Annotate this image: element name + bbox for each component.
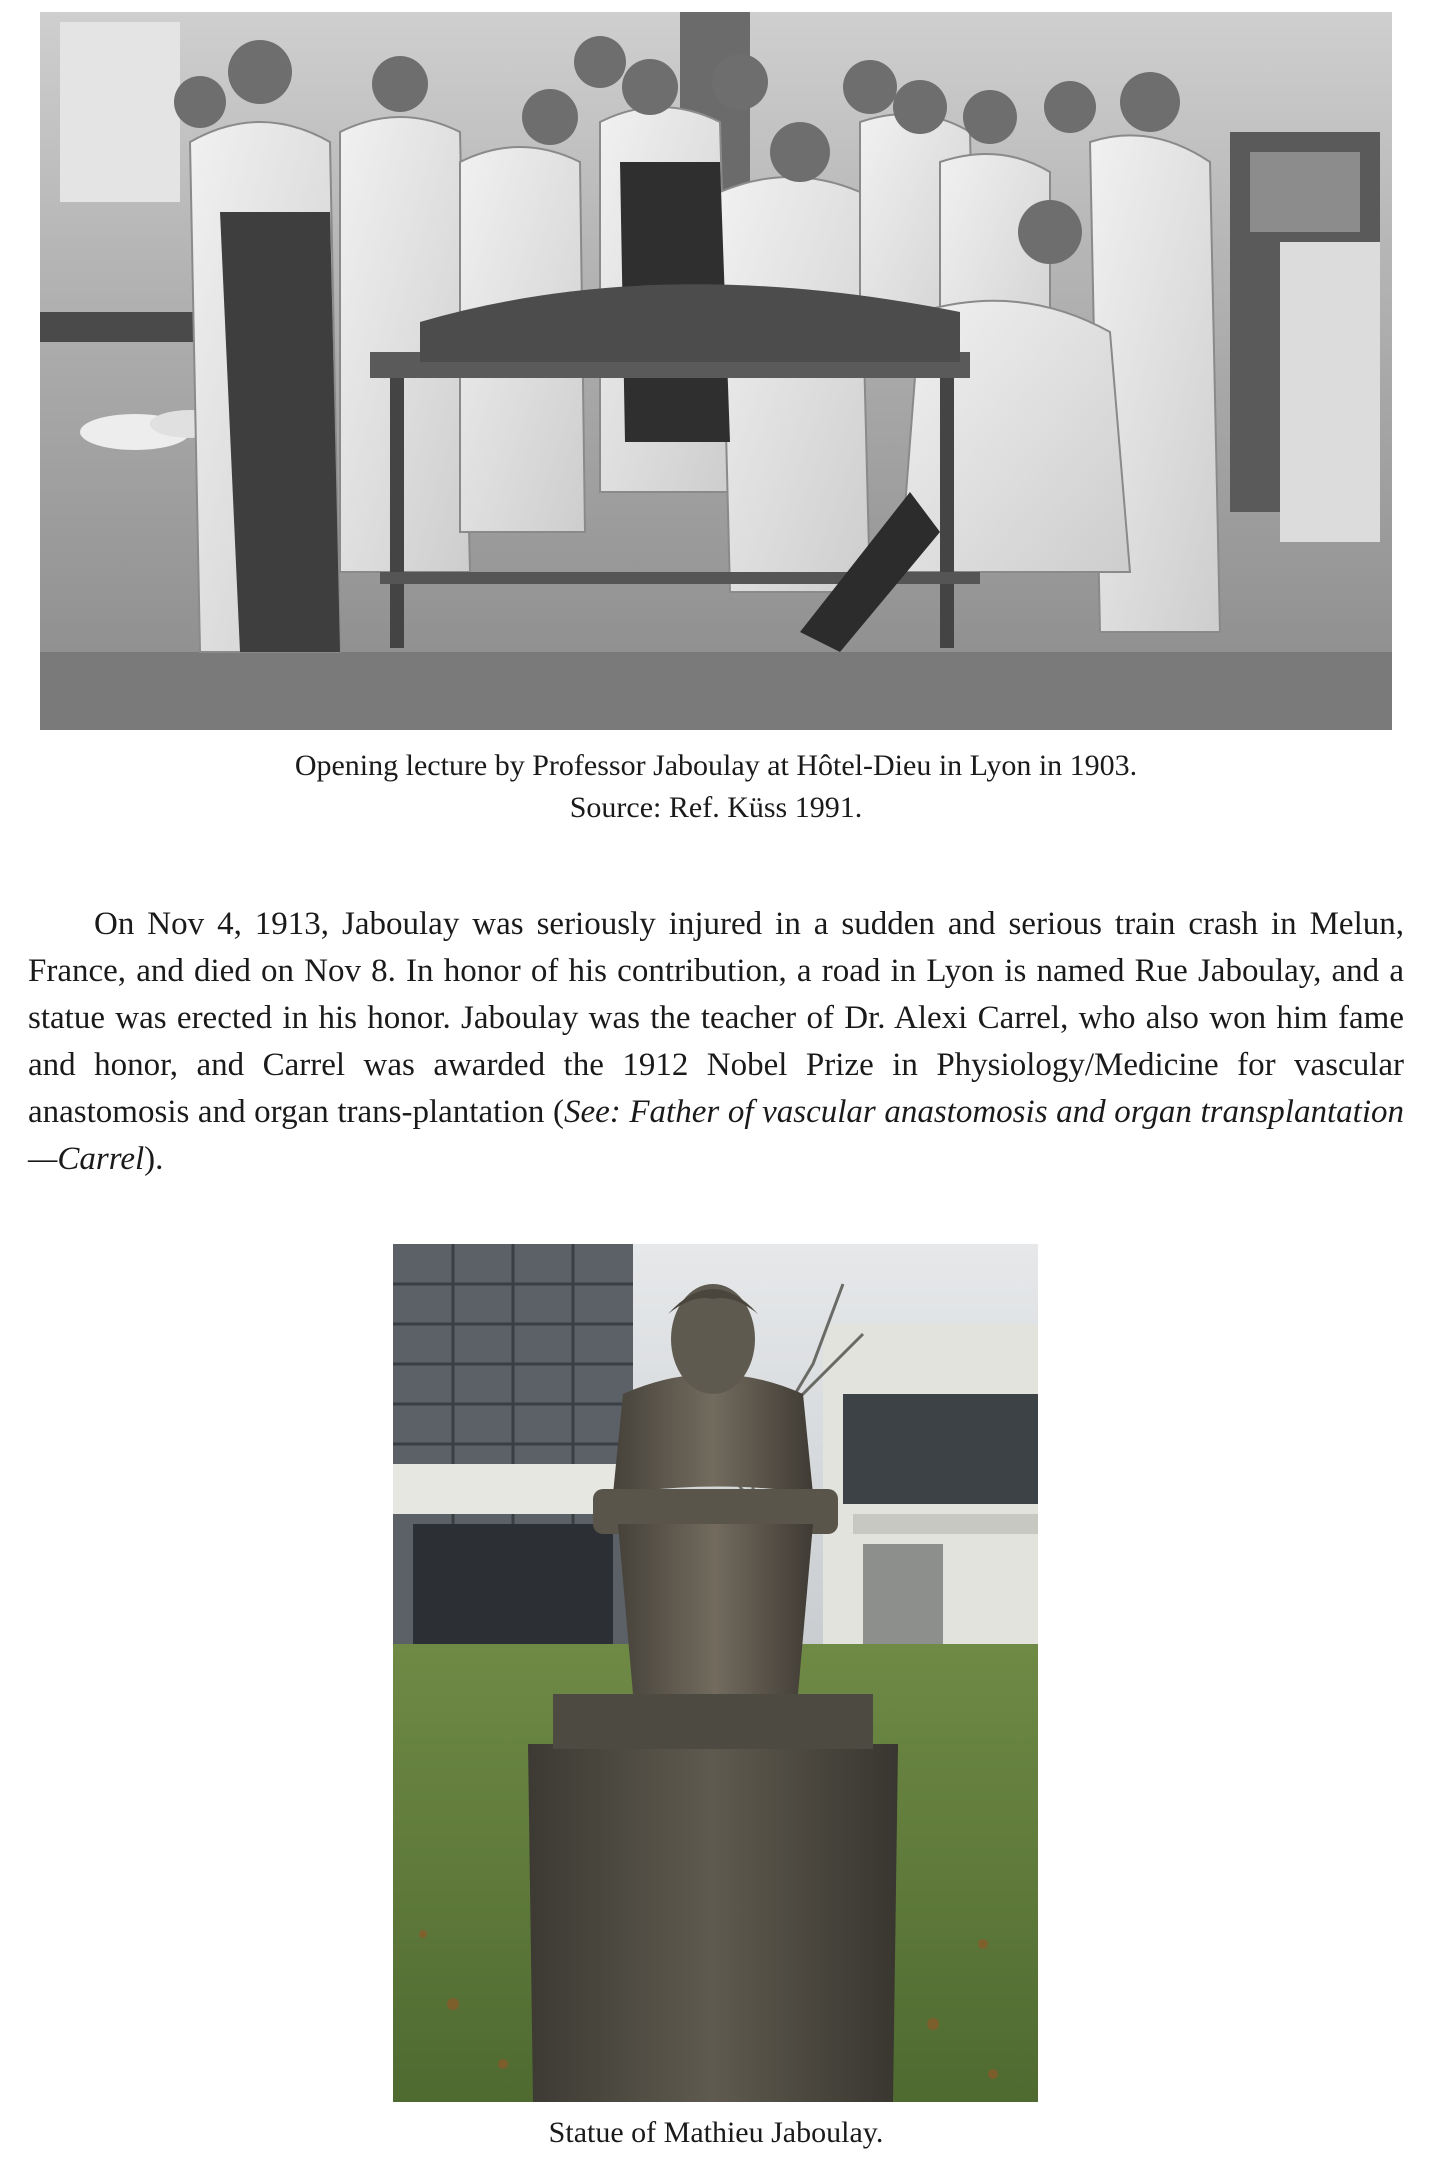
figure1-caption-line1: Opening lecture by Professor Jaboulay at Hôtel-Dieu in Lyon in 1903. <box>294 749 1138 782</box>
figure1-caption <box>0 745 1432 829</box>
figure2-caption: Statue of Mathieu Jaboulay. <box>548 2116 884 2149</box>
lecture-photo-illustration <box>40 12 1392 730</box>
statue-photo-illustration <box>393 1244 1038 2102</box>
lecture-photo <box>40 12 1392 730</box>
statue-photo <box>393 1244 1038 2102</box>
paragraph-closing: ). <box>144 1141 164 1177</box>
figure1-caption-line2: Source: Ref. Küss 1991. <box>569 791 863 824</box>
cross-reference: See: Father of vascular anastomosis and organ transplantation—Carrel <box>28 1094 1404 1177</box>
paragraph-text: On Nov 4, 1913, Jaboulay was seriously injured in a sudden and serious train crash in Melun, France, and died on Nov 8. In honor of his contribution, a road in Lyon is named Rue Jaboulay, and a statue was erected in his honor. Jaboulay was the teacher of Dr. Alexi Carrel, who also won him fame and honor, and Carrel was awarded the 1912 Nobel Prize in Physiology/Medicine for vascular anastomosis and organ trans-plantation ( <box>28 906 1404 1130</box>
body-paragraph <box>28 901 1404 1183</box>
